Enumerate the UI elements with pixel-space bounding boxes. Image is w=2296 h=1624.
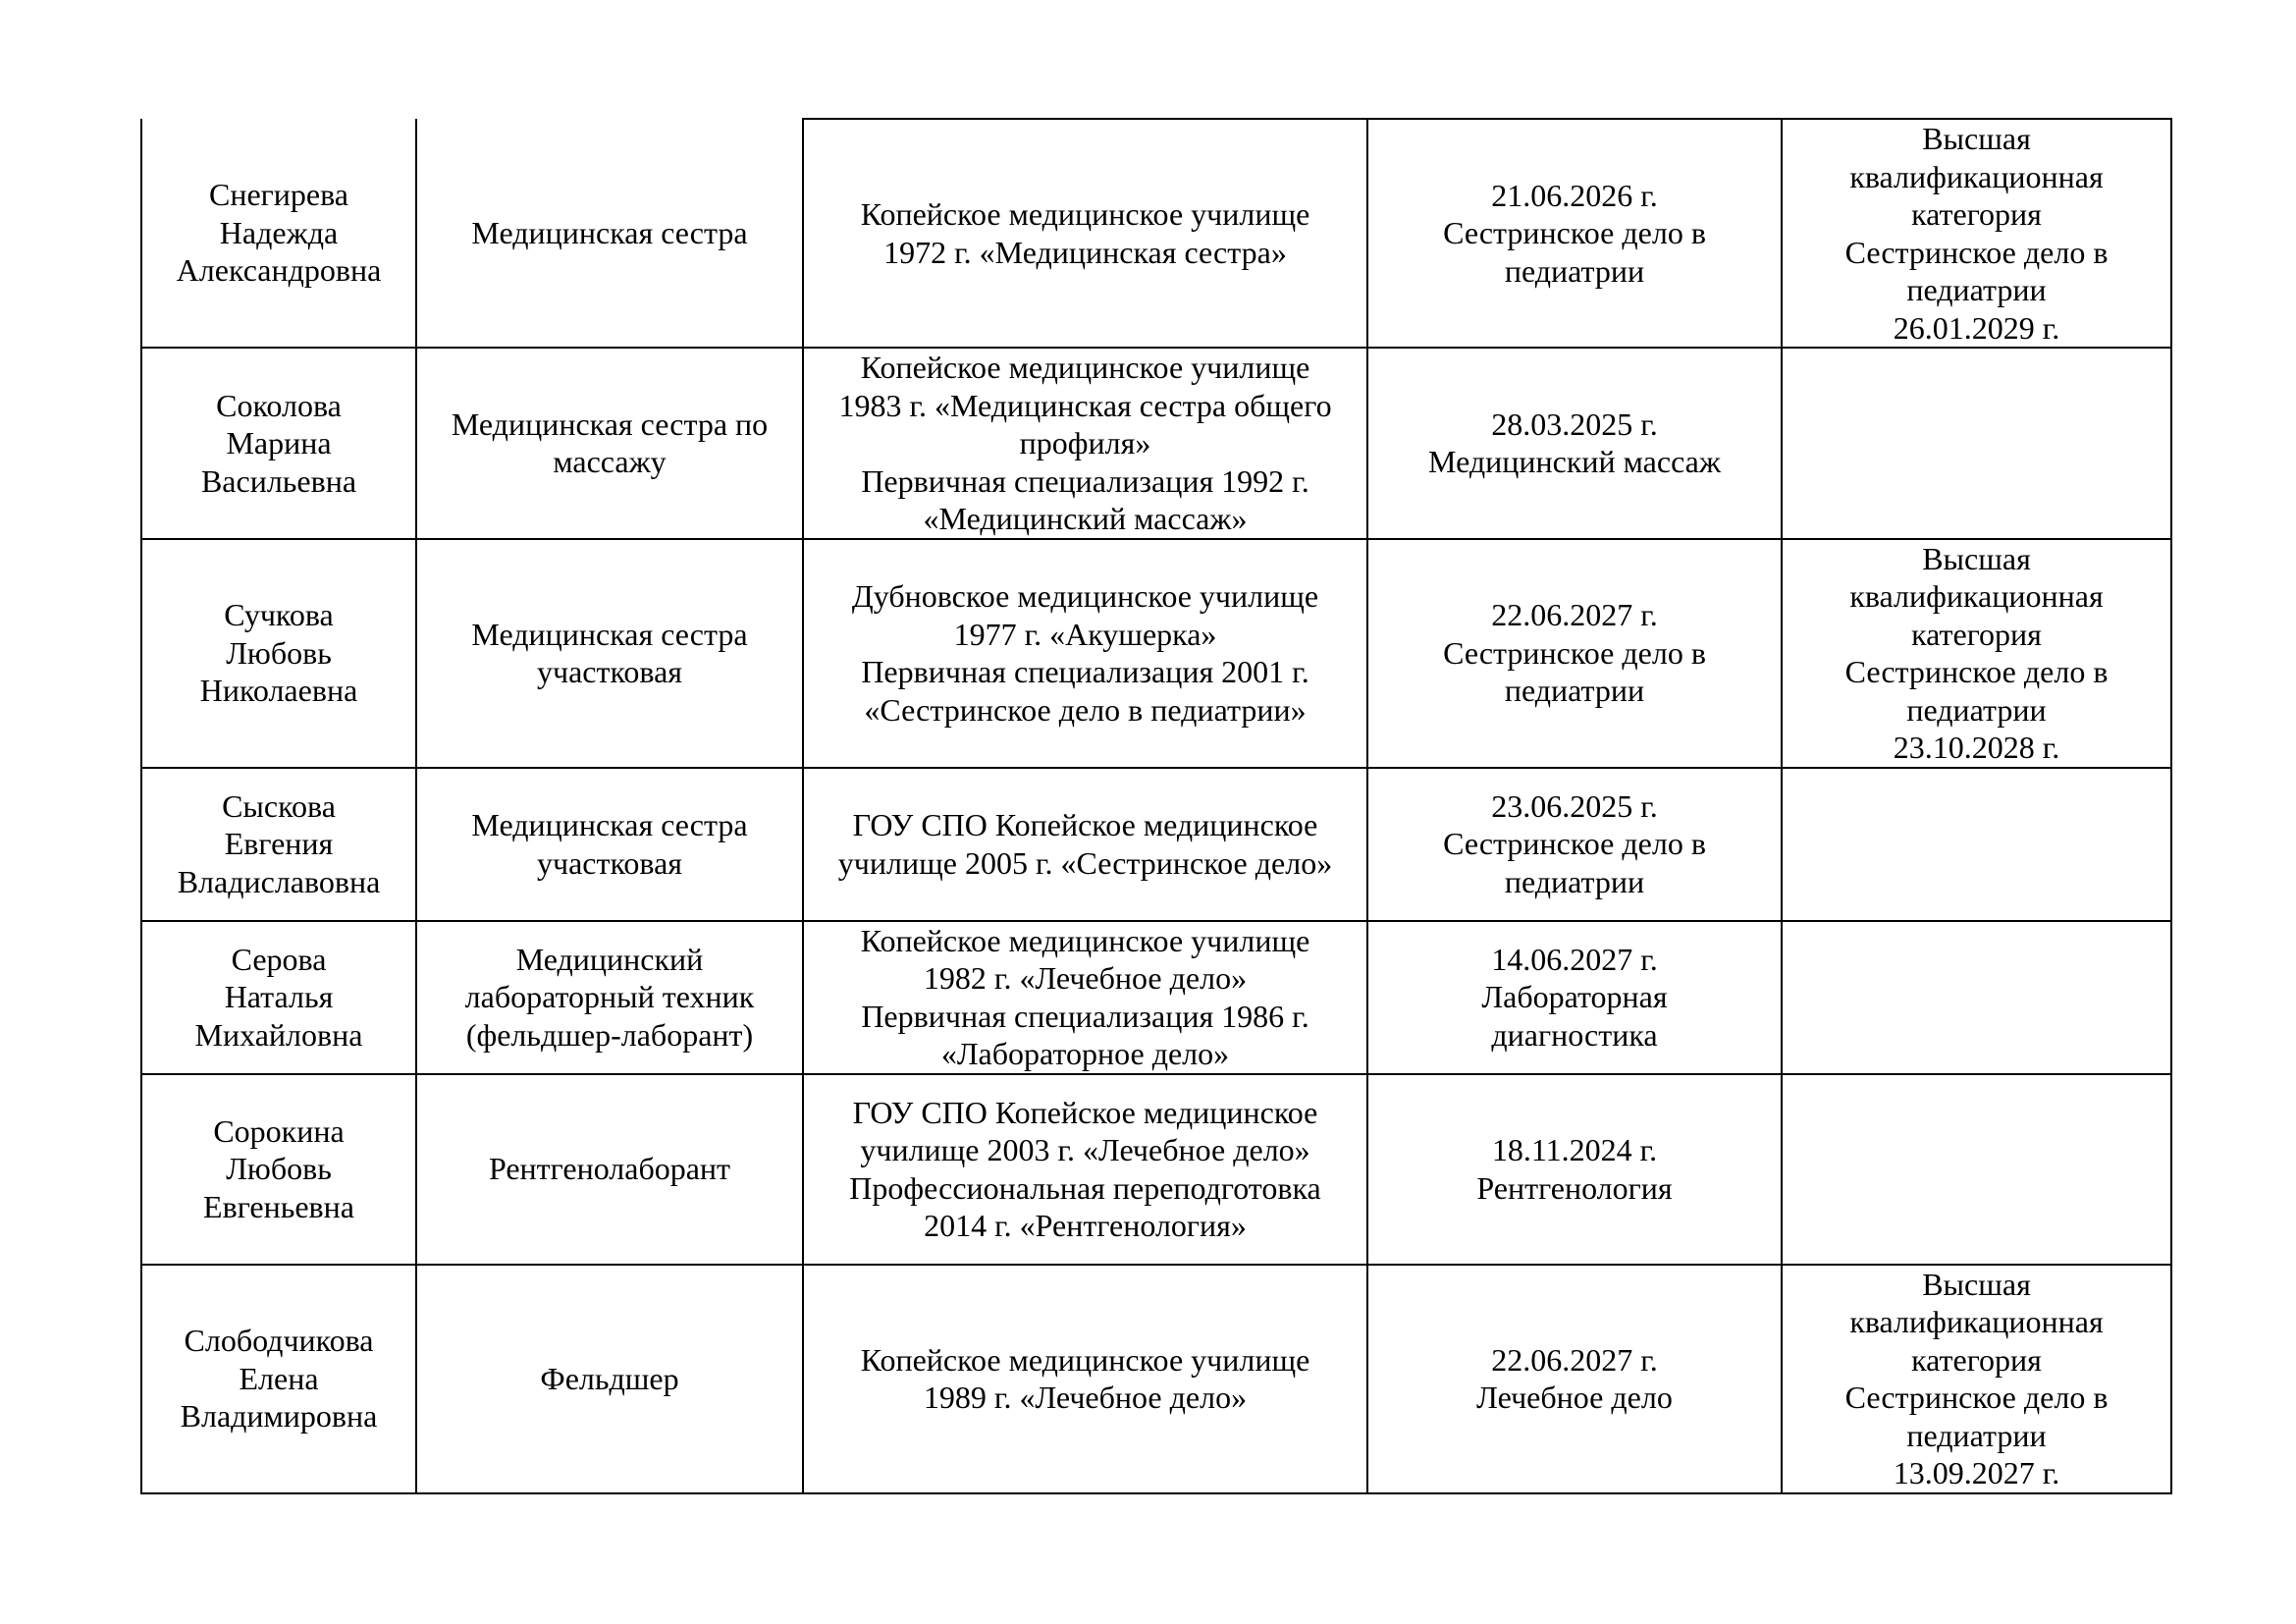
cell-text-line: диагностика: [1491, 1016, 1658, 1053]
cell-text-line: Владимировна: [180, 1398, 378, 1435]
cell-text-line: квалификационная: [1849, 158, 2104, 194]
cell-text-line: Лечебное дело: [1476, 1380, 1673, 1415]
cell-text-line: Сестринское дело в: [1443, 826, 1706, 862]
cell-text-line: 26.01.2029 г.: [1893, 309, 2060, 346]
cell-text-line: Наталья: [224, 979, 334, 1015]
employee-name-cell: [141, 1074, 416, 1265]
cell-text-line: «Сестринское дело в педиатрии»: [864, 691, 1307, 728]
cell-text-line: педиатрии: [1906, 691, 2047, 728]
cell-text-line: Сестринское дело в: [1844, 1380, 2109, 1415]
table-row: [141, 348, 2171, 539]
cell-text-line: Сестринское дело в: [1844, 654, 2109, 689]
cell-text-line: 28.03.2025 г.: [1491, 406, 1658, 442]
table-row: [141, 921, 2171, 1074]
cell-text-line: Николаевна: [199, 673, 358, 709]
cell-text-line: категория: [1911, 1341, 2042, 1378]
certificate-cell: [1367, 119, 1782, 348]
category-cell: [1782, 921, 2171, 1074]
cell-text-line: Любовь: [226, 634, 332, 671]
cell-text-line: Надежда: [219, 214, 339, 250]
cell-text-line: ГОУ СПО Копейское медицинское: [852, 807, 1318, 842]
certificate-cell: [1367, 1265, 1782, 1493]
education-cell: [803, 1074, 1367, 1265]
cell-text-line: Любовь: [226, 1151, 332, 1187]
staff-table-body: [141, 119, 2171, 1493]
cell-text-line: Высшая: [1922, 121, 2031, 156]
cell-text-line: 1977 г. «Акушерка»: [953, 616, 1217, 652]
cell-text-line: Лабораторная: [1481, 979, 1668, 1015]
education-cell: [803, 768, 1367, 921]
cell-text-line: 14.06.2027 г.: [1491, 941, 1658, 977]
cell-text-line: 21.06.2026 г.: [1491, 177, 1658, 213]
cell-text-line: Евгеньевна: [203, 1188, 354, 1224]
employee-name-cell: [141, 921, 416, 1074]
cell-text-line: 2014 г. «Рентгенология»: [924, 1208, 1247, 1243]
education-cell: [803, 921, 1367, 1074]
category-cell: [1782, 539, 2171, 768]
cell-text-line: Первичная специализация 1992 г.: [861, 462, 1309, 499]
cell-text-line: Слободчикова: [184, 1323, 374, 1359]
cell-text-line: Копейское медицинское училище: [860, 196, 1310, 232]
cell-text-line: Рентгенология: [1476, 1169, 1673, 1206]
cell-text-line: Профессиональная переподготовка: [849, 1169, 1321, 1206]
category-cell: [1782, 119, 2171, 348]
cell-text-line: 1989 г. «Лечебное дело»: [923, 1380, 1248, 1415]
cell-text-line: ГОУ СПО Копейское медицинское: [852, 1094, 1318, 1130]
cell-text-line: участковая: [536, 654, 682, 689]
cell-text-line: Первичная специализация 1986 г.: [861, 998, 1309, 1034]
certificate-cell: [1367, 921, 1782, 1074]
certificate-cell: [1367, 768, 1782, 921]
cell-text-line: 13.09.2027 г.: [1893, 1455, 2060, 1490]
cell-text-line: Евгения: [224, 826, 334, 862]
cell-text-line: массажу: [553, 444, 667, 480]
cell-text-line: Снегирева: [208, 177, 348, 213]
cell-text-line: участковая: [536, 844, 682, 881]
cell-text-line: Копейское медицинское училище: [860, 922, 1310, 958]
cell-text-line: Медицинская сестра: [471, 807, 748, 842]
position-cell: [416, 768, 803, 921]
cell-text-line: Соколова: [216, 387, 342, 423]
cell-text-line: Медицинский: [515, 941, 704, 977]
category-cell: [1782, 1074, 2171, 1265]
cell-text-line: Высшая: [1922, 540, 2031, 576]
employee-name-cell: [141, 1265, 416, 1493]
cell-text-line: Медицинская сестра: [471, 214, 748, 250]
cell-text-line: 23.06.2025 г.: [1491, 787, 1658, 824]
cell-text-line: Медицинский массаж: [1428, 444, 1721, 480]
cell-text-line: категория: [1911, 196, 2042, 232]
table-row: [141, 1074, 2171, 1265]
education-cell: [803, 119, 1367, 348]
table-row: [141, 1265, 2171, 1493]
cell-text-line: Сестринское дело в: [1443, 634, 1706, 671]
table-row: [141, 539, 2171, 768]
employee-name-cell: [141, 119, 416, 348]
category-cell: [1782, 768, 2171, 921]
cell-text-line: Серова: [231, 941, 327, 977]
cell-text-line: Сучкова: [224, 597, 334, 633]
cell-text-line: Васильевна: [200, 462, 357, 499]
education-cell: [803, 1265, 1367, 1493]
cell-text-line: Владиславовна: [177, 863, 381, 899]
position-cell: [416, 1265, 803, 1493]
cell-text-line: «Медицинский массаж»: [923, 501, 1248, 536]
employee-name-cell: [141, 768, 416, 921]
cell-text-line: лабораторный техник: [464, 979, 755, 1015]
cell-text-line: профиля»: [1019, 425, 1151, 460]
cell-text-line: Высшая: [1922, 1266, 2031, 1302]
cell-text-line: Сорокина: [213, 1112, 345, 1149]
position-cell: [416, 539, 803, 768]
cell-text-line: педиатрии: [1906, 1417, 2047, 1453]
cell-text-line: Фельдшер: [540, 1360, 679, 1396]
category-cell: [1782, 1265, 2171, 1493]
position-cell: [416, 921, 803, 1074]
cell-text-line: педиатрии: [1504, 252, 1645, 289]
cell-text-line: Рентгенолаборант: [488, 1151, 731, 1187]
cell-text-line: 1972 г. «Медицинская сестра»: [883, 234, 1287, 270]
certificate-cell: [1367, 539, 1782, 768]
table-row: [141, 119, 2171, 348]
cell-text-line: Елена: [239, 1360, 319, 1396]
cell-text-line: 22.06.2027 г.: [1491, 1341, 1658, 1378]
cell-text-line: Михайловна: [194, 1016, 363, 1053]
cell-text-line: квалификационная: [1849, 578, 2104, 614]
cell-text-line: 18.11.2024 г.: [1491, 1132, 1658, 1167]
certificate-cell: [1367, 1074, 1782, 1265]
position-cell: [416, 1074, 803, 1265]
cell-text-line: Копейское медицинское училище: [860, 350, 1310, 385]
cell-text-line: Сестринское дело в: [1443, 215, 1706, 251]
cell-text-line: квалификационная: [1849, 1304, 2104, 1339]
employee-name-cell: [141, 348, 416, 539]
cell-text-line: педиатрии: [1504, 673, 1645, 709]
cell-text-line: Медицинская сестра: [471, 616, 748, 652]
cell-text-line: Александровна: [176, 252, 382, 289]
employee-name-cell: [141, 539, 416, 768]
cell-text-line: Медицинская сестра по: [451, 406, 769, 442]
cell-text-line: «Лабораторное дело»: [940, 1036, 1230, 1071]
cell-text-line: училище 2005 г. «Сестринское дело»: [837, 844, 1333, 881]
cell-text-line: Марина: [226, 425, 332, 460]
education-cell: [803, 539, 1367, 768]
cell-text-line: 1983 г. «Медицинская сестра общего: [838, 387, 1332, 423]
staff-table: [140, 118, 2172, 1494]
cell-text-line: категория: [1911, 616, 2042, 652]
cell-text-line: 22.06.2027 г.: [1491, 597, 1658, 633]
table-row: [141, 768, 2171, 921]
education-cell: [803, 348, 1367, 539]
position-cell: [416, 119, 803, 348]
cell-text-line: Дубновское медицинское училище: [851, 578, 1319, 614]
cell-text-line: педиатрии: [1504, 863, 1645, 899]
cell-text-line: (фельдшер-лаборант): [465, 1016, 754, 1053]
cell-text-line: Первичная специализация 2001 г.: [861, 654, 1309, 689]
cell-text-line: 1982 г. «Лечебное дело»: [923, 960, 1248, 996]
cell-text-line: Сыскова: [222, 787, 336, 824]
category-cell: [1782, 348, 2171, 539]
cell-text-line: педиатрии: [1906, 272, 2047, 307]
cell-text-line: училище 2003 г. «Лечебное дело»: [860, 1132, 1310, 1167]
cell-text-line: 23.10.2028 г.: [1893, 730, 2060, 765]
certificate-cell: [1367, 348, 1782, 539]
cell-text-line: Копейское медицинское училище: [860, 1341, 1310, 1378]
position-cell: [416, 348, 803, 539]
cell-text-line: Сестринское дело в: [1844, 234, 2109, 270]
